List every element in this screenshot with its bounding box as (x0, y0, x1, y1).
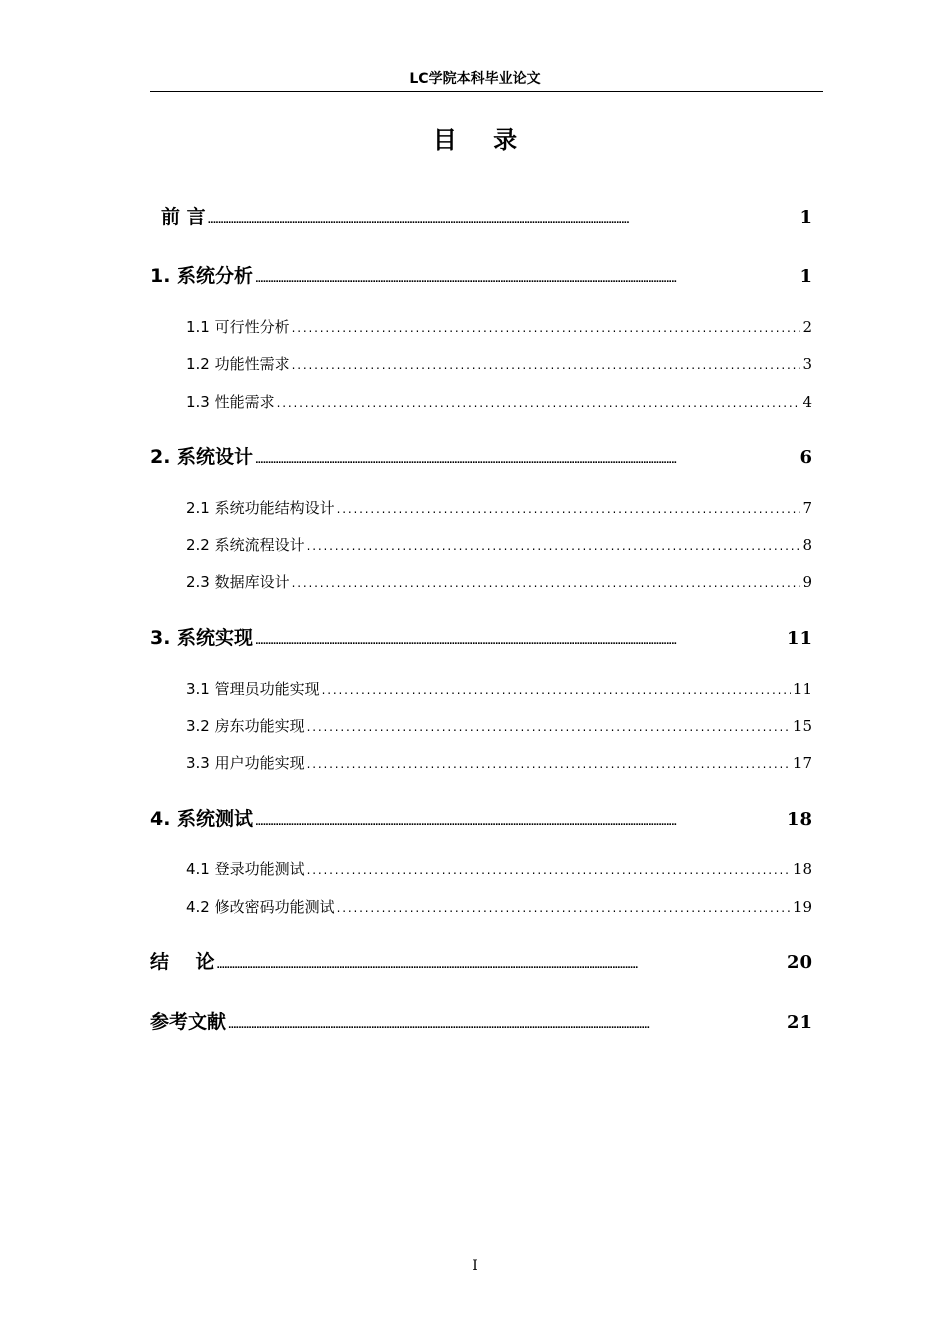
toc-entry-label: 参考文献 (150, 1011, 227, 1033)
toc-leader-dots (292, 576, 801, 590)
toc-leader-dots (307, 720, 791, 734)
header-rule (150, 91, 823, 92)
toc-entry-2-1[interactable] (186, 497, 812, 518)
toc-entry-label: 1. 系统分析 (150, 265, 254, 287)
toc-leader-dots (307, 757, 791, 771)
toc-leader-dots (216, 961, 784, 971)
toc-entry-label: 结 论 (150, 951, 215, 973)
toc-entry-label: 1.3 性能需求 (186, 393, 275, 411)
toc-entry-page: 11 (786, 628, 812, 649)
toc-entry-label: 4. 系统测试 (150, 808, 254, 830)
toc-entry-page: 18 (792, 860, 812, 878)
toc-leader-dots (307, 539, 801, 553)
toc-entry-4-2[interactable] (186, 896, 812, 917)
toc-entry-label: 2.3 数据库设计 (186, 573, 290, 591)
toc-entry-page: 1 (799, 207, 812, 228)
toc-leader-dots (337, 502, 801, 516)
toc-entry-page: 4 (802, 393, 812, 411)
toc-entry-label: 前 言 (161, 206, 206, 228)
toc-entry-chapter-1[interactable] (150, 261, 812, 288)
toc-entry-page: 15 (792, 717, 812, 735)
toc-leader-dots (255, 275, 797, 285)
toc-entry-chapter-4[interactable] (150, 804, 812, 831)
toc-leader-dots (255, 818, 785, 828)
toc-entry-preface[interactable] (161, 202, 812, 229)
page-number: I (472, 1258, 478, 1274)
toc-entry-page: 6 (799, 447, 812, 468)
toc-leader-dots (277, 396, 801, 410)
running-header: LC学院本科毕业论文 (409, 71, 541, 87)
toc-entry-page: 8 (802, 536, 812, 554)
toc-entry-page: 19 (792, 898, 812, 916)
toc-leader-dots (292, 321, 801, 335)
toc-leader-dots (208, 216, 798, 226)
toc-entry-label: 1.2 功能性需求 (186, 355, 290, 373)
toc-entry-page: 3 (802, 355, 812, 373)
toc-entry-label: 2. 系统设计 (150, 446, 254, 468)
toc-entry-page: 2 (802, 318, 812, 336)
toc-entry-references[interactable] (150, 1007, 812, 1034)
toc-entry-3-2[interactable] (186, 715, 812, 736)
toc-entry-1-1[interactable] (186, 316, 812, 337)
toc-entry-2-3[interactable] (186, 571, 812, 592)
toc-entry-page: 9 (802, 573, 812, 591)
toc-entry-page: 7 (802, 499, 812, 517)
toc-entry-1-2[interactable] (186, 353, 812, 374)
toc-leader-dots (322, 683, 791, 697)
toc-entry-label: 3.3 用户功能实现 (186, 754, 305, 772)
toc-leader-dots (292, 358, 801, 372)
toc-entry-page: 11 (792, 680, 812, 698)
toc-leader-dots (337, 901, 791, 915)
toc-entry-page: 21 (786, 1012, 812, 1033)
toc-entry-3-3[interactable] (186, 752, 812, 773)
toc-entry-page: 1 (799, 266, 812, 287)
toc-entry-4-1[interactable] (186, 858, 812, 879)
toc-leader-dots (228, 1021, 785, 1031)
toc-entry-label: 3.2 房东功能实现 (186, 717, 305, 735)
toc-entry-label: 2.1 系统功能结构设计 (186, 499, 335, 517)
toc-entry-label: 2.2 系统流程设计 (186, 536, 305, 554)
toc-entry-label: 3. 系统实现 (150, 627, 254, 649)
toc-entry-label: 4.1 登录功能测试 (186, 860, 305, 878)
toc-entry-chapter-3[interactable] (150, 623, 812, 650)
toc-title: 目 录 (432, 126, 532, 154)
toc-entry-3-1[interactable] (186, 678, 812, 699)
toc-entry-conclusion[interactable] (150, 947, 812, 974)
toc-entry-label: 4.2 修改密码功能测试 (186, 898, 335, 916)
toc-entry-page: 17 (792, 754, 812, 772)
toc-leader-dots (255, 456, 797, 466)
toc-leader-dots (255, 637, 785, 647)
toc-entry-chapter-2[interactable] (150, 442, 812, 469)
toc-entry-1-3[interactable] (186, 391, 812, 412)
toc-entry-label: 3.1 管理员功能实现 (186, 680, 320, 698)
toc-entry-page: 20 (786, 952, 812, 973)
toc-leader-dots (307, 863, 791, 877)
toc-entry-label: 1.1 可行性分析 (186, 318, 290, 336)
toc-entry-page: 18 (786, 809, 812, 830)
toc-entry-2-2[interactable] (186, 534, 812, 555)
